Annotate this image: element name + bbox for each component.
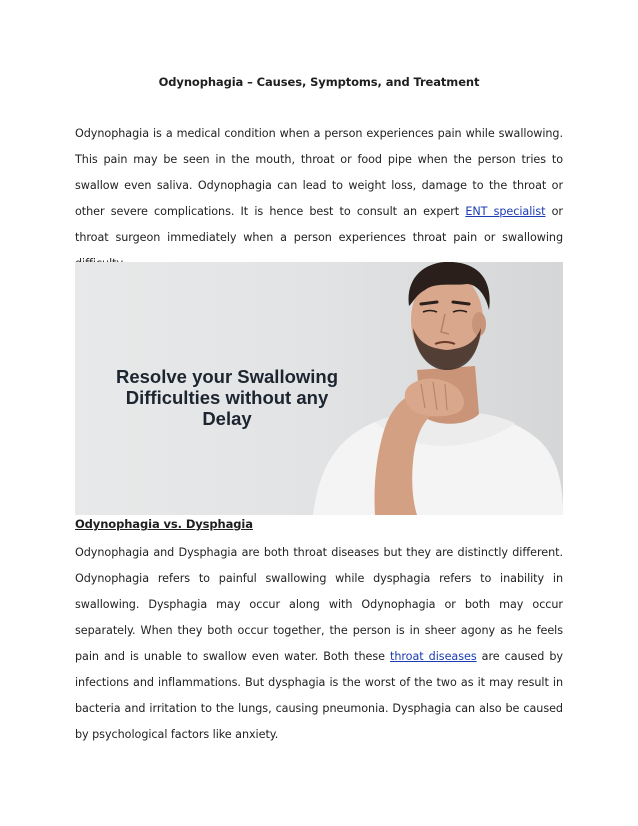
page-title: Odynophagia – Causes, Symptoms, and Treatment <box>158 75 480 89</box>
comparison-paragraph <box>75 540 563 748</box>
throat-diseases-link[interactable]: throat diseases <box>390 650 477 663</box>
comparison-text-start: Odynophagia and Dysphagia are both throat diseases but they are distinctly different. Odynophagia refers to painful swallowing while dysphagia refers to inability in swallowing. Dysphagia may occur along with Odynophagia or both may occur separately. When they both occur together, the person is in sheer agony as he feels pain and is unable to swallow even water. Both these <box>75 546 563 663</box>
comparison-text-end: are caused by infections and inflammations. But dysphagia is the worst of the two as it may result in bacteria and irritation to the lungs, causing pneumonia. Dysphagia can also be caused by psychological factors like anxiety. <box>75 650 563 741</box>
section-heading: Odynophagia vs. Dysphagia <box>75 517 253 531</box>
intro-paragraph <box>75 121 563 277</box>
intro-text-end: or throat surgeon immediately when a person experiences throat pain or swallowing <box>75 205 563 244</box>
ent-specialist-link[interactable]: ENT specialist <box>465 205 546 218</box>
hero-image <box>75 262 563 515</box>
intro-text-start: Odynophagia is a medical condition when a person experiences pain while swallowing. This pain may be seen in the mouth, throat or food pipe when the person tries to swallow even saliva. Odynophagia can lead to weight loss, damage to the throat or other severe complications. It is hence best to consult an expert <box>75 127 563 218</box>
hero-caption: Resolve your Swallowing Difficulties without any Delay <box>115 366 339 429</box>
